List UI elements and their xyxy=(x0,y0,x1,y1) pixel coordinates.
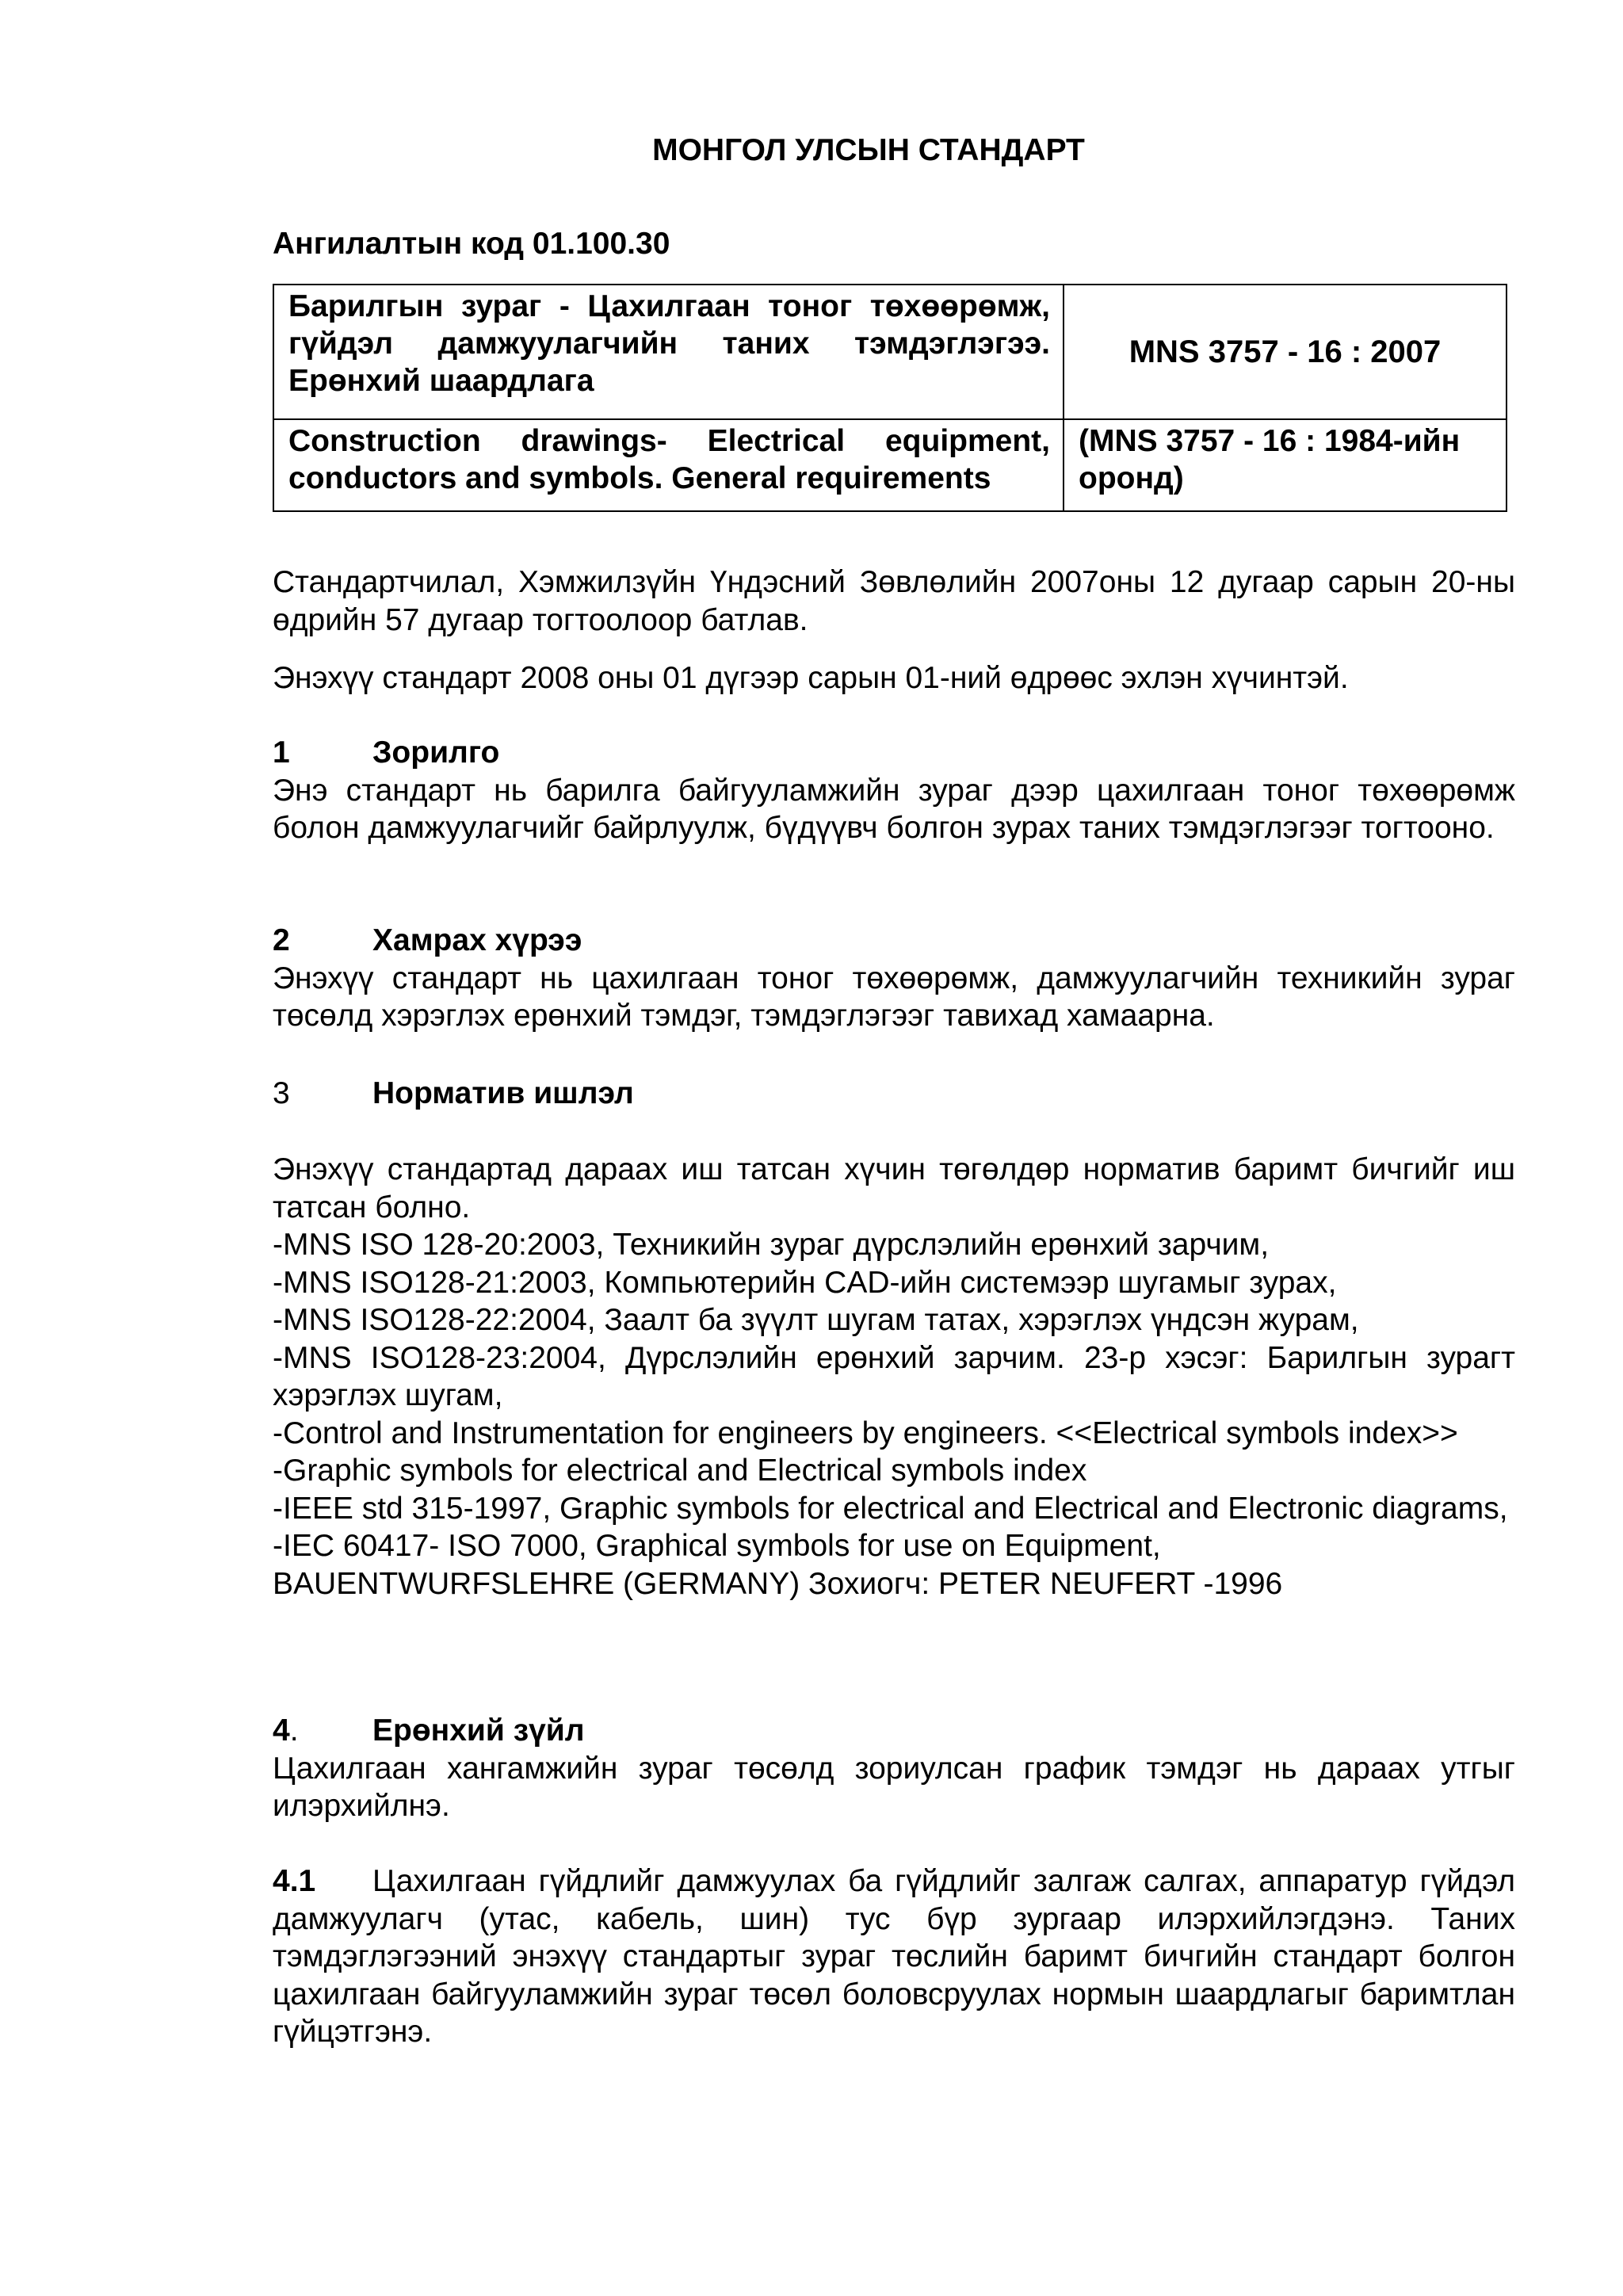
classification-code: Ангилалтын код 01.100.30 xyxy=(273,227,670,261)
section-heading xyxy=(273,1712,1515,1750)
reference-item: -Control and Instrumentation for engineers by engineers. <<Electrical symbols index>> xyxy=(273,1415,1458,1450)
section-number-wrap xyxy=(273,1712,372,1750)
standard-code: MNS 3757 - 16 : 2007 xyxy=(1128,334,1442,369)
replaced-standard: (MNS 3757 - 16 : 1984-ийн оронд) xyxy=(1079,424,1461,495)
section-1 xyxy=(273,734,1515,847)
reference-item: -MNS ISO 128-20:2003, Техникийн зураг дүрслэлийн ерөнхий зарчим, xyxy=(273,1228,1270,1262)
section-title: Норматив ишлэл xyxy=(372,1076,634,1110)
reference-item: -MNS ISO128-23:2004, Дүрслэлийн ерөнхий зарчим. 23-р хэсэг: Барилгын зурагт хэрэглэх шугам, xyxy=(273,1340,1515,1412)
section-heading xyxy=(273,922,1515,960)
section-3-body xyxy=(273,1151,1515,1603)
clause-number: 4.1 xyxy=(273,1864,316,1898)
section-2 xyxy=(273,922,1515,1035)
section-intro: Энэхүү стандартад дараах иш татсан хүчин төгөлдөр норматив баримт бичгийг иш татсан болно. xyxy=(273,1152,1515,1224)
section-text: Цахилгаан хангамжийн зураг төсөлд зориулсан график тэмдэг нь дараах утгыг илэрхийлнэ. xyxy=(273,1751,1515,1823)
section-3 xyxy=(273,1075,1515,1113)
section-heading xyxy=(273,1075,1515,1113)
title-mn-cell xyxy=(273,285,1064,419)
section-number: 4 xyxy=(273,1713,290,1748)
effective-date-text: Энэхүү стандарт 2008 оны 01 дүгээр сарын 01-ний өдрөөс эхлэн хүчинтэй. xyxy=(273,661,1349,695)
reference-item: -IEC 60417- ISO 7000, Graphical symbols for use on Equipment, xyxy=(273,1529,1161,1563)
section-title: Ерөнхий зүйл xyxy=(372,1713,585,1748)
section-heading xyxy=(273,734,1515,772)
section-4 xyxy=(273,1712,1515,1825)
section-number-suffix: . xyxy=(289,1713,299,1748)
page-title: МОНГОЛ УЛСЫН СТАНДАРТ xyxy=(652,133,1085,167)
title-en-cell xyxy=(273,419,1064,511)
section-title: Зорилго xyxy=(372,735,500,770)
section-text: Энэ стандарт нь барилга байгууламжийн зураг дээр цахилгаан тоног төхөөрөмж болон дамжуулагчийг байрлуулж, бүдүүвч болгон зурах таних тэмдэглэгээг тогтооно. xyxy=(273,773,1515,845)
section-text: Энэхүү стандарт нь цахилгаан тоног төхөөрөмж, дамжуулагчийн техникийн зураг төсөлд хэрэглэх ерөнхий тэмдэг, тэмдэглэгээг тавихад хамаарна. xyxy=(273,961,1515,1033)
clause-text: Цахилгаан гүйдлийг дамжуулах ба гүйдлийг залгаж салгах, аппаратур гүйдэл дамжуулагч (утас, кабель, шин) тус бүр зургаар илэрхийлэгдэнэ. Таних тэмдэглэгээний энэхүү стандартыг зураг төслийн баримт бичгийн стандарт болгон цахилгаан байгууламжийн зураг төсөл боловсруулах нормын шаардлагыг баримтлан гүйцэтгэнэ. xyxy=(273,1864,1515,2049)
standard-header-table xyxy=(273,284,1507,512)
code-cell xyxy=(1064,285,1507,419)
reference-item: -Graphic symbols for electrical and Electrical symbols index xyxy=(273,1454,1087,1488)
section-title: Хамрах хүрээ xyxy=(372,923,582,957)
standard-title-mn: Барилгын зураг - Цахилгаан тоног төхөөрөмж, гүйдэл дамжуулагчийн таних тэмдэглэгээ. Ерөнхий шаардлага xyxy=(288,289,1050,398)
reference-item: -MNS ISO128-21:2003, Компьютерийн CAD-ийн системээр шугамыг зурах, xyxy=(273,1265,1337,1300)
standard-title-en: Construction drawings- Electrical equipment, conductors and symbols. General requirements xyxy=(288,424,1050,495)
clause-4-1 xyxy=(273,1862,1515,2051)
replaces-cell xyxy=(1064,419,1507,511)
approval-text: Стандартчилал, Хэмжилзүйн Үндэсний Зөвлөлийн 2007оны 12 дугаар сарын 20-ны өдрийн 57 дугаар тогтоолоор батлав. xyxy=(273,565,1515,637)
reference-item: BAUENTWURFSLEHRE (GERMANY) Зохиогч: PETER NEUFERT -1996 xyxy=(273,1566,1283,1601)
section-number: 1 xyxy=(273,735,290,770)
section-number: 3 xyxy=(273,1076,290,1110)
reference-item: -IEEE std 315-1997, Graphic symbols for electrical and Electrical and Electronic diagrams, xyxy=(273,1491,1508,1526)
section-number: 2 xyxy=(273,923,290,957)
reference-item: -MNS ISO128-22:2004, Заалт ба зүүлт шугам татах, хэрэглэх үндсэн журам, xyxy=(273,1303,1359,1337)
